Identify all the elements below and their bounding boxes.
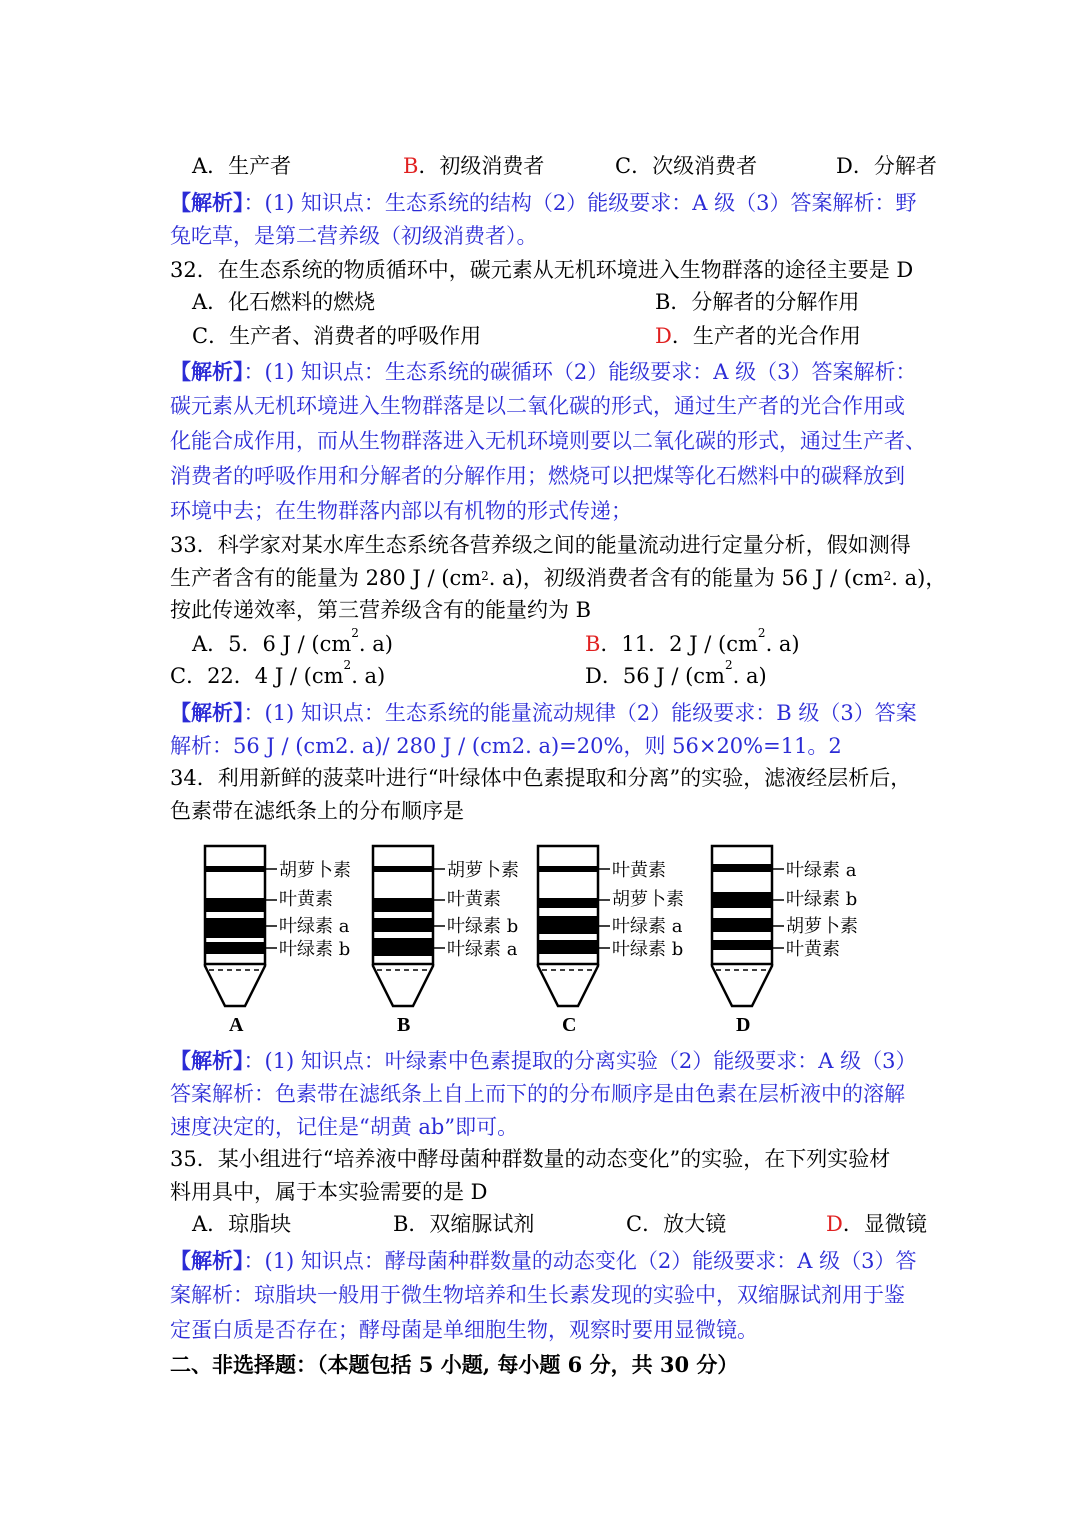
q32-analysis-line1: 【解析】：(1) 知识点：生态系统的碳循环（2）能级要求：A 级（3）答案解析： bbox=[170, 359, 917, 384]
q31-option-d: D．分解者 bbox=[836, 154, 937, 178]
tube-d-letter: D bbox=[736, 1014, 751, 1036]
tube-b-letter: B bbox=[397, 1014, 411, 1036]
q35-option-d: D．显微镜 bbox=[826, 1212, 927, 1236]
tube-b-label-2: 叶黄素 bbox=[447, 889, 501, 910]
tube-c-label-2: 胡萝卜素 bbox=[612, 889, 684, 910]
q31-option-b: B．初级消费者 bbox=[403, 154, 545, 178]
q32-analysis-line4: 消费者的呼吸作用和分解者的分解作用；燃烧可以把煤等化石燃料中的碳释放到 bbox=[170, 464, 905, 488]
q34-line1: 34．利用新鲜的菠菜叶进行“叶绿体中色素提取和分离”的实验，滤液经层析后， bbox=[170, 766, 912, 790]
q35-analysis-line3: 定蛋白质是否存在；酵母菌是单细胞生物，观察时要用显微镜。 bbox=[170, 1318, 758, 1342]
tube-c-label-4: 叶绿素 b bbox=[612, 939, 684, 960]
tube-d-label-1: 叶绿素 a bbox=[786, 860, 857, 881]
q33-option-d: D．56 J / ($cm^2$. a) bbox=[585, 658, 767, 688]
q35-option-b: B．双缩脲试剂 bbox=[393, 1212, 535, 1236]
q33-line3: 按此传递效率，第三营养级含有的能量约为 B bbox=[170, 598, 592, 622]
tube-d-label-3: 胡萝卜素 bbox=[786, 916, 858, 937]
q32-option-d: D．生产者的光合作用 bbox=[655, 324, 861, 348]
tube-a bbox=[205, 846, 351, 1036]
tube-a-label-2: 叶黄素 bbox=[279, 889, 333, 910]
q35-analysis-line1: 【解析】：(1) 知识点：酵母菌种群数量的动态变化（2）能级要求：A 级（3）答 bbox=[170, 1248, 917, 1273]
q33-line1: 33．科学家对某水库生态系统各营养级之间的能量流动进行定量分析，假如测得 bbox=[170, 533, 911, 557]
q32-option-c: C．生产者、消费者的呼吸作用 bbox=[192, 324, 482, 348]
tube-c-letter: C bbox=[562, 1014, 577, 1036]
q32-stem: 32．在生态系统的物质循环中，碳元素从无机环境进入生物群落的途径主要是 D bbox=[170, 258, 914, 282]
q32-option-a: A．化石燃料的燃烧 bbox=[192, 290, 376, 314]
q34-line2: 色素带在滤纸条上的分布顺序是 bbox=[170, 799, 464, 823]
q33-option-c: C．22．4 J / ($cm^2$. a) bbox=[170, 658, 386, 688]
q31-option-a: A．生产者 bbox=[192, 154, 292, 178]
tube-b-label-1: 胡萝卜素 bbox=[447, 860, 519, 881]
tube-a-label-3: 叶绿素 a bbox=[279, 916, 350, 937]
q34-analysis-line2: 答案解析：色素带在滤纸条上自上而下的的分布顺序是由色素在层析液中的溶解 bbox=[170, 1082, 905, 1106]
chromatography-figure bbox=[195, 838, 895, 1043]
tube-d-label-4: 叶黄素 bbox=[786, 939, 840, 960]
q32-analysis-line2: 碳元素从无机环境进入生物群落是以二氧化碳的形式，通过生产者的光合作用或 bbox=[170, 394, 905, 418]
tube-c-label-1: 叶黄素 bbox=[612, 860, 666, 881]
q33-analysis-line2: 解析：56 J / (cm2. a)/ 280 J / (cm2. a)=20%，则 56×20%=11。2 bbox=[170, 734, 842, 758]
q31-analysis-line2: 兔吃草，是第二营养级（初级消费者）。 bbox=[170, 224, 538, 248]
section-heading: 二、非选择题：（本题包括 5 小题, 每小题 6 分，共 30 分） bbox=[170, 1352, 739, 1377]
q34-analysis-line1: 【解析】：(1) 知识点：叶绿素中色素提取的分离实验（2）能级要求：A 级（3） bbox=[170, 1048, 917, 1073]
tube-d bbox=[712, 846, 858, 1036]
q32-analysis-line5: 环境中去；在生物群落内部以有机物的形式传递； bbox=[170, 499, 632, 523]
tube-a-letter: A bbox=[229, 1014, 244, 1036]
tube-a-label-4: 叶绿素 b bbox=[279, 939, 351, 960]
q33-option-b: B．11．2 J / ($cm^2$. a) bbox=[585, 626, 800, 656]
q33-line2: 生产者含有的能量为 280 J / ($cm^2$. a)，初级消费者含有的能量为 56 J / ($cm^2$. a)， bbox=[170, 566, 947, 590]
tube-c-label-3: 叶绿素 a bbox=[612, 916, 683, 937]
tube-b bbox=[373, 846, 519, 1036]
q32-analysis-line3: 化能合成作用，而从生物群落进入无机环境则要以二氧化碳的形式，通过生产者、 bbox=[170, 429, 926, 453]
q35-line1: 35．某小组进行“培养液中酵母菌种群数量的动态变化”的实验，在下列实验材 bbox=[170, 1147, 891, 1171]
q35-analysis-line2: 案解析：琼脂块一般用于微生物培养和生长素发现的实验中，双缩脲试剂用于鉴 bbox=[170, 1283, 905, 1307]
tube-b-label-4: 叶绿素 a bbox=[447, 939, 518, 960]
q35-option-a: A．琼脂块 bbox=[192, 1212, 292, 1236]
q32-option-b: B．分解者的分解作用 bbox=[655, 290, 860, 314]
tube-d-label-2: 叶绿素 b bbox=[786, 889, 858, 910]
q35-line2: 料用具中，属于本实验需要的是 D bbox=[170, 1180, 488, 1204]
q33-analysis-line1: 【解析】：(1) 知识点：生态系统的能量流动规律（2）能级要求：B 级（3）答案 bbox=[170, 700, 917, 725]
tube-a-label-1: 胡萝卜素 bbox=[279, 860, 351, 881]
q34-analysis-line3: 速度决定的，记住是“胡黄 ab”即可。 bbox=[170, 1115, 519, 1139]
q31-analysis-line1: 【解析】：(1) 知识点：生态系统的结构（2）能级要求：A 级（3）答案解析：野 bbox=[170, 190, 917, 215]
tube-b-label-3: 叶绿素 b bbox=[447, 916, 519, 937]
q33-option-a: A．5．6 J / ($cm^2$. a) bbox=[192, 626, 393, 656]
tube-c bbox=[538, 846, 684, 1036]
q31-option-c: C．次级消费者 bbox=[615, 154, 758, 178]
q35-option-c: C．放大镜 bbox=[626, 1212, 727, 1236]
